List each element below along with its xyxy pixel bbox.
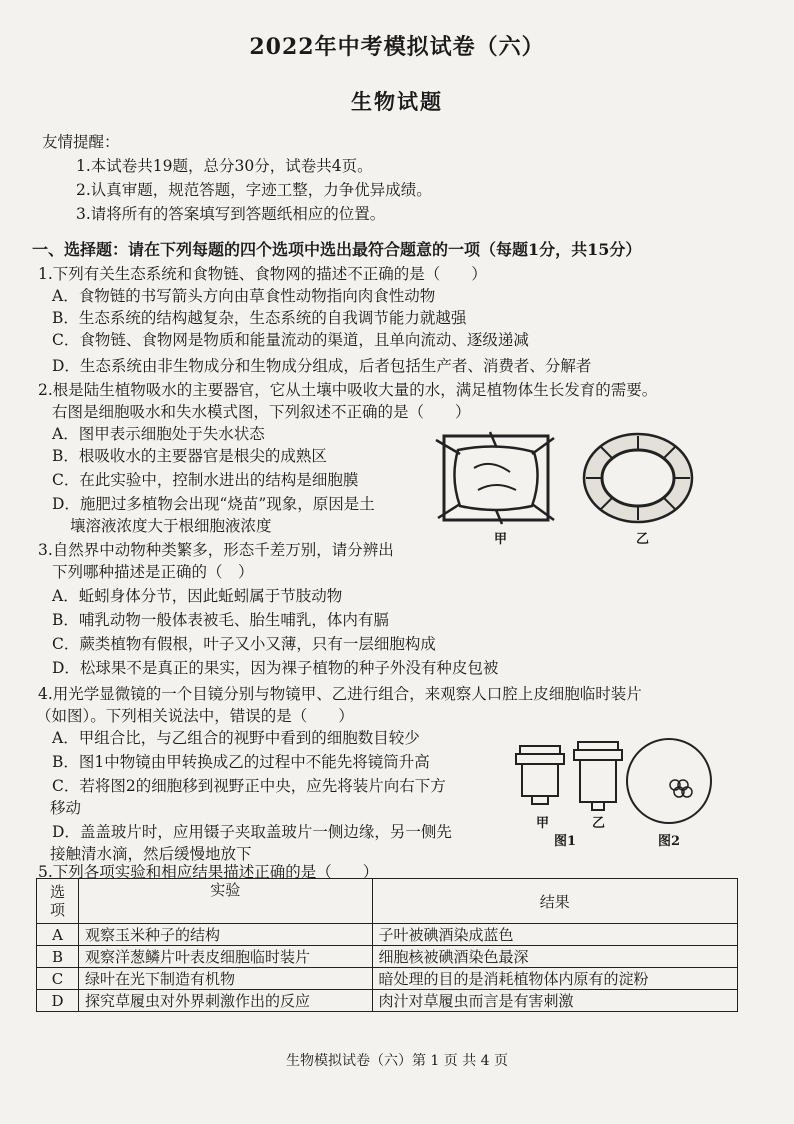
exam-subtitle: 生物试题 <box>351 89 443 114</box>
question-2-stem: 2.根是陆生植物吸水的主要器官，它从土壤中吸收大量的水，满足植物体生长发育的需要。 <box>38 381 658 399</box>
question-4-stem: 4.用光学显微镜的一个目镜分别与物镜甲、乙进行组合，来观察人口腔上皮细胞临时装片 <box>38 685 642 703</box>
table-cell-experiment: 探究草履虫对外界刺激作出的反应 <box>78 990 372 1012</box>
q4-option-c-cont: 移动 <box>50 799 82 817</box>
question-3-stem-cont: 下列哪种描述是正确的（ ） <box>52 563 254 581</box>
q2-option-c: C．在此实验中，控制水进出的结构是细胞膜 <box>52 471 359 489</box>
fig-label-jia: 甲 <box>494 532 508 547</box>
table-cell-option: B <box>37 946 79 968</box>
fig-label-jia-lens: 甲 <box>536 816 550 831</box>
objective-lens-figure <box>512 740 630 812</box>
q4-option-c: C．若将图2的细胞移到视野正中央，应先将装片向右下方 <box>52 777 446 795</box>
q4-option-b: B．图1中物镜由甲转换成乙的过程中不能先将镜筒升高 <box>52 753 430 771</box>
table-cell-result: 暗处理的目的是消耗植物体内原有的淀粉 <box>372 968 737 990</box>
tip-item: 2.认真审题，规范答题，字迹工整，力争优异成绩。 <box>76 181 432 199</box>
q2-option-d: D．施肥过多植物会出现“烧苗”现象，原因是土 <box>52 495 375 513</box>
table-cell-experiment: 观察洋葱鳞片叶表皮细胞临时装片 <box>78 946 372 968</box>
cell-figure-jia <box>430 428 560 528</box>
exam-title: 2022年中考模拟试卷（六） <box>249 34 545 60</box>
fig-label-yi: 乙 <box>636 532 650 547</box>
question-1-stem: 1.下列有关生态系统和食物链、食物网的描述不正确的是（ ） <box>38 265 487 283</box>
q3-option-c: C．蕨类植物有假根，叶子又小又薄，只有一层细胞构成 <box>52 635 436 653</box>
question-2-stem-cont: 右图是细胞吸水和失水模式图，下列叙述不正确的是（ ） <box>52 403 471 421</box>
question-3-stem: 3.自然界中动物种类繁多，形态千差万别，请分辨出 <box>38 541 394 559</box>
q4-option-d-text: D．盖盖玻片时，应用镊子夹取盖玻片一侧边缘，另一侧先 <box>52 823 452 841</box>
fig-label-yi-lens: 乙 <box>592 816 606 831</box>
table-cell-experiment: 绿叶在光下制造有机物 <box>78 968 372 990</box>
table-row <box>37 924 738 946</box>
table-row <box>37 990 738 1012</box>
fig-label-figure-2: 图2 <box>658 834 681 849</box>
q2-option-a: A．图甲表示细胞处于失水状态 <box>52 425 265 443</box>
table-cell-experiment: 观察玉米种子的结构 <box>78 924 372 946</box>
question-4-stem-cont: （如图）。下列相关说法中，错误的是（ ） <box>36 707 354 725</box>
section-heading: 一、选择题：请在下列每题的四个选项中选出最符合题意的一项（每题1分，共15分） <box>32 240 642 259</box>
cell-figure-yi <box>578 428 698 528</box>
table-cell-option: D <box>37 990 79 1012</box>
q4-option-d-cont: 接触清水滴，然后缓慢地放下 <box>50 845 252 863</box>
q3-option-d: D．松球果不是真正的果实，因为裸子植物的种子外没有种皮包被 <box>52 659 499 677</box>
table-row <box>37 946 738 968</box>
table-cell-result: 细胞核被碘酒染色最深 <box>372 946 737 968</box>
tip-item: 3.请将所有的答案填写到答题纸相应的位置。 <box>76 205 386 223</box>
table-header-option: 选项 <box>37 879 79 924</box>
q2-option-d-cont: 壤溶液浓度大于根细胞液浓度 <box>70 517 272 535</box>
q1-option-c: C．食物链、食物网是物质和能量流动的渠道，且单向流动、逐级递减 <box>52 331 529 349</box>
page-footer: 生物模拟试卷（六）第 1 页 共 4 页 <box>285 1053 509 1069</box>
q3-option-a: A．蚯蚓身体分节，因此蚯蚓属于节肢动物 <box>52 587 343 605</box>
table-header-experiment: 实验 <box>78 879 372 924</box>
q1-option-a: A．食物链的书写箭头方向由草食性动物指向肉食性动物 <box>52 287 436 305</box>
q3-option-b: B．哺乳动物一般体表被毛、胎生哺乳，体内有膈 <box>52 611 389 629</box>
question-5-stem: 5.下列各项实验和相应结果描述正确的是（ ） <box>38 863 379 881</box>
table-cell-result: 肉汁对草履虫而言是有害刺激 <box>372 990 737 1012</box>
table-cell-result: 子叶被碘酒染成蓝色 <box>372 924 737 946</box>
table-cell-option: A <box>37 924 79 946</box>
table-row <box>37 968 738 990</box>
results-table <box>36 878 738 1012</box>
q1-option-d: D．生态系统由非生物成分和生物成分组成，后者包括生产者、消费者、分解者 <box>52 357 592 375</box>
fig-label-figure-1: 图1 <box>554 834 577 849</box>
tips-label: 友情提醒： <box>42 133 120 151</box>
table-cell-option: C <box>37 968 79 990</box>
table-header-result: 结果 <box>372 879 737 924</box>
table-header-row <box>37 879 738 924</box>
q1-option-b: B．生态系统的结构越复杂，生态系统的自我调节能力就越强 <box>52 309 467 327</box>
field-of-view-figure <box>624 736 714 826</box>
tip-item: 1.本试卷共19题，总分30分，试卷共4页。 <box>76 157 373 175</box>
q4-option-a: A．甲组合比，与乙组合的视野中看到的细胞数目较少 <box>52 729 420 747</box>
q2-option-b: B．根吸收水的主要器官是根尖的成熟区 <box>52 447 327 465</box>
